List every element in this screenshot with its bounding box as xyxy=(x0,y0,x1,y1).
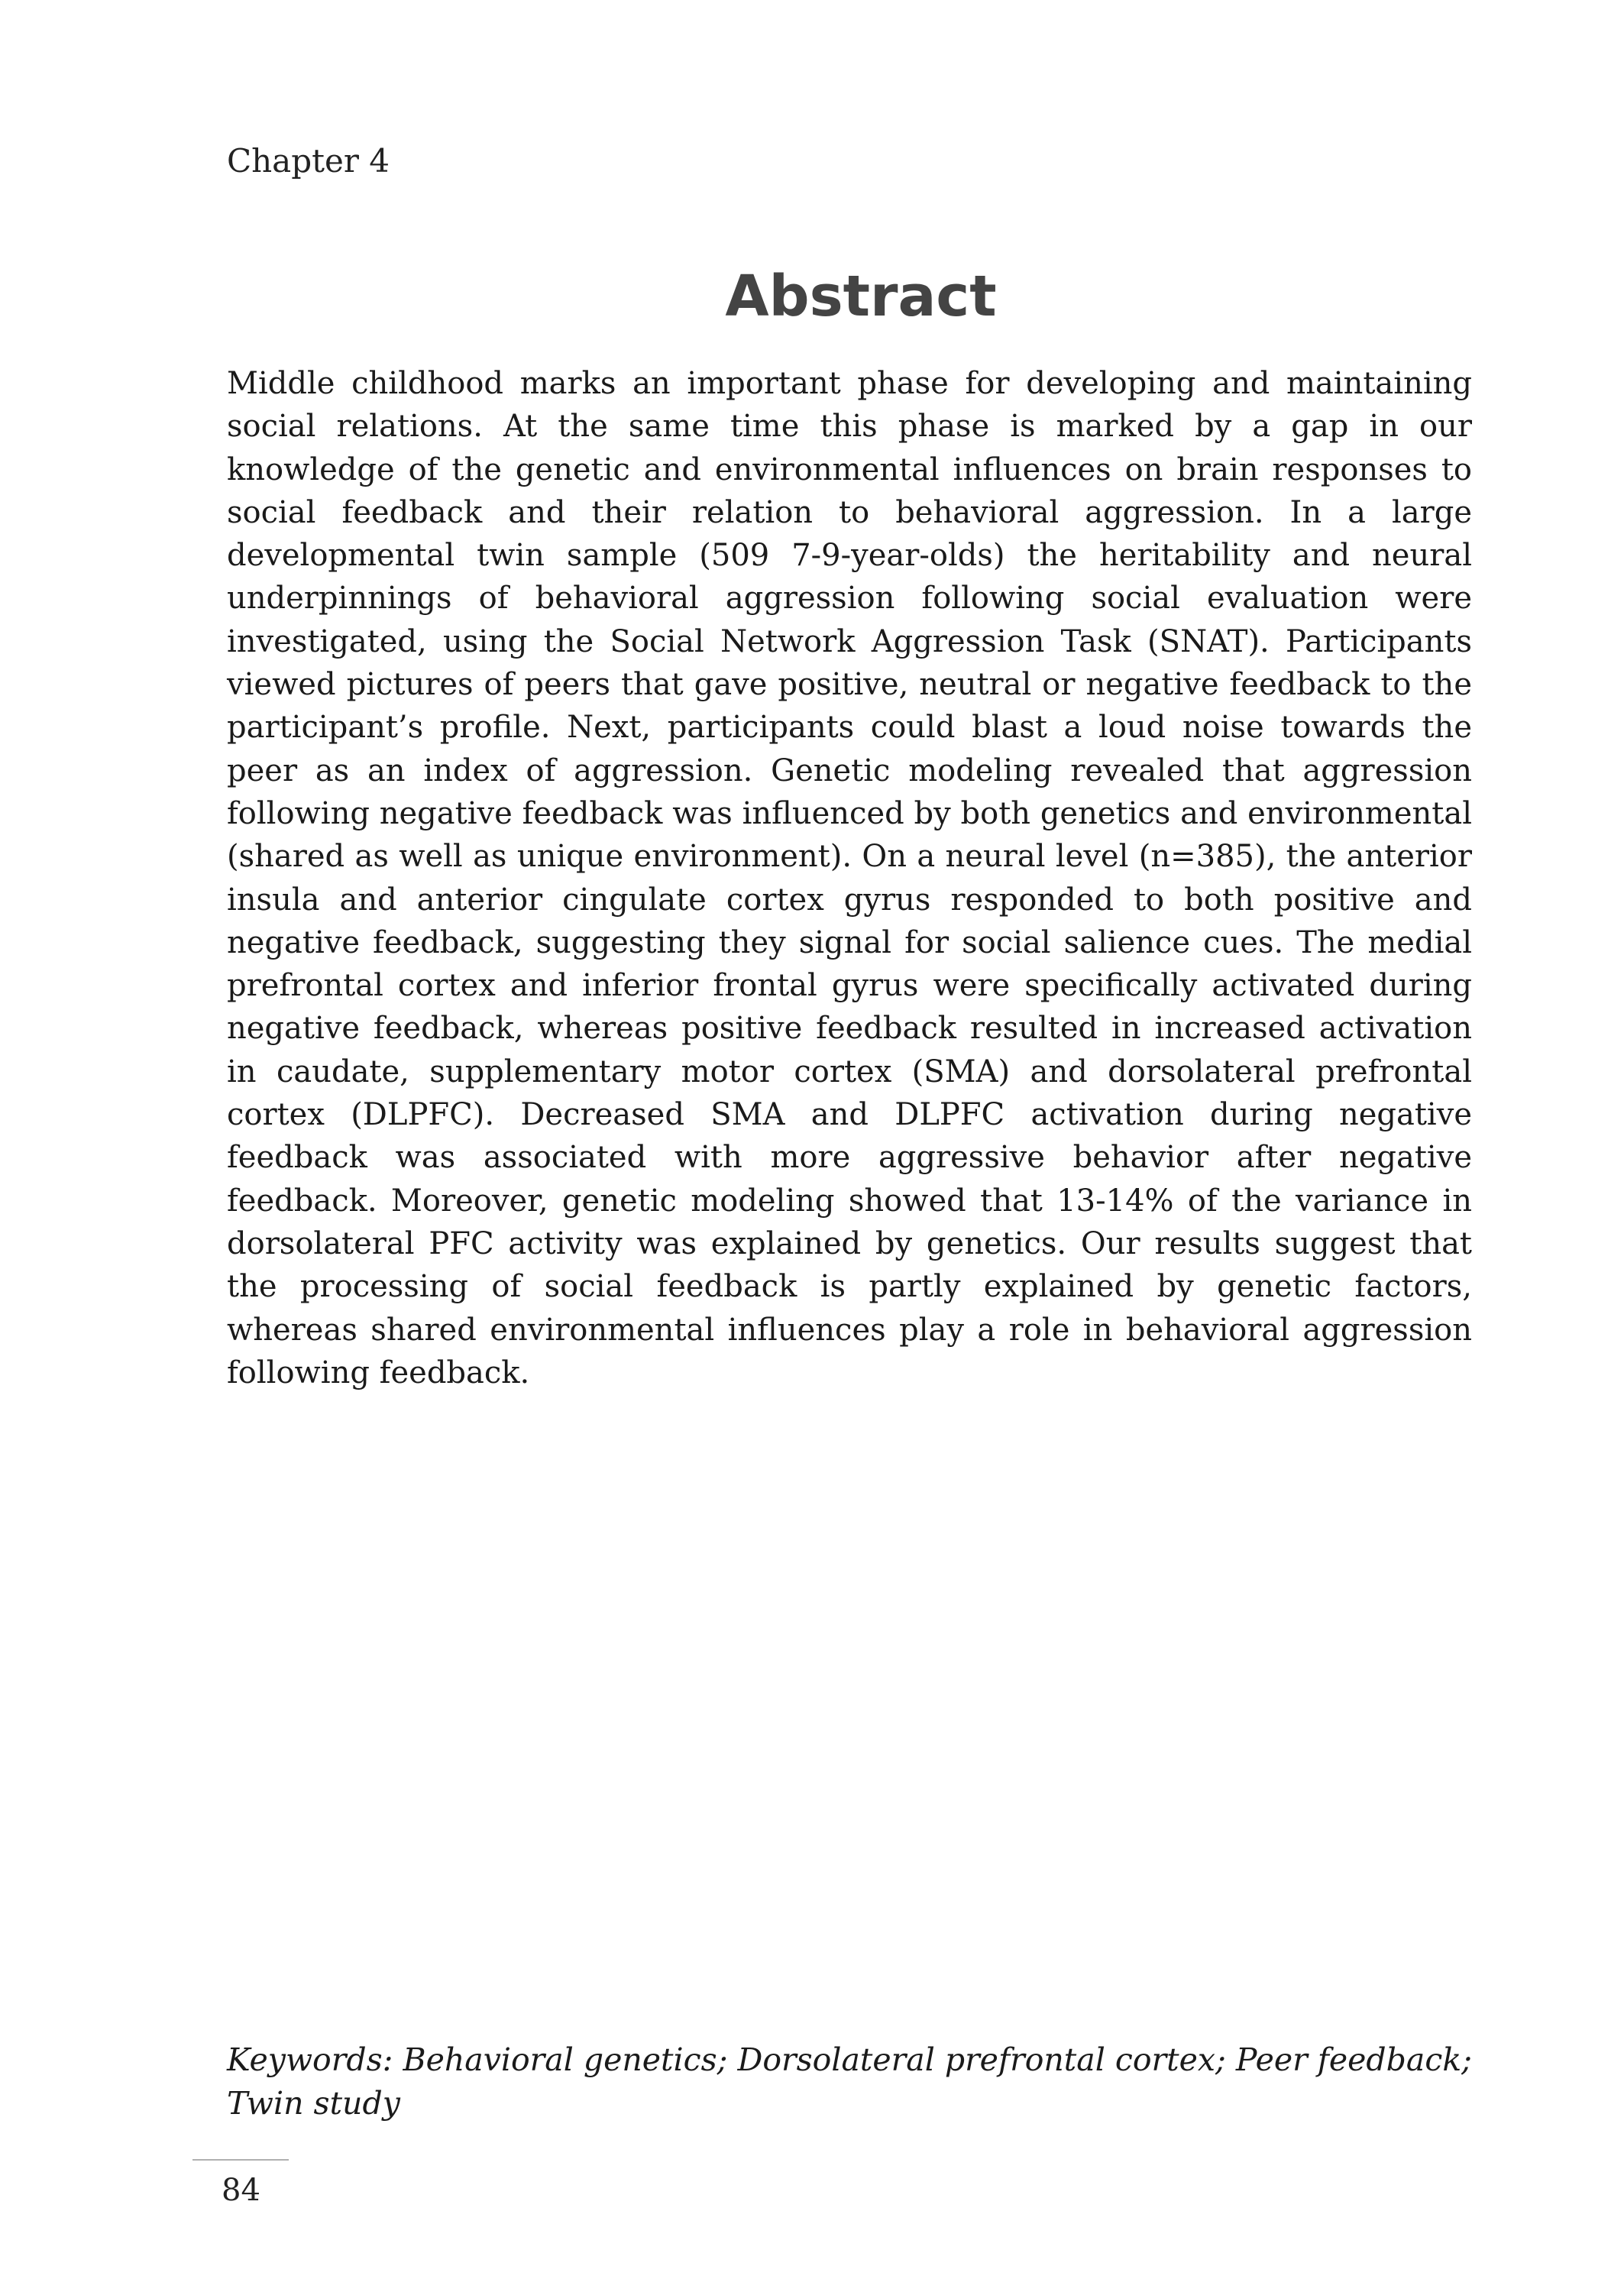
footer-divider xyxy=(192,2159,289,2161)
keywords-line: Keywords: Behavioral genetics; Dorsolateral prefrontal cortex; Peer feedback; Twin study xyxy=(227,2041,1472,2122)
running-head: Chapter 4 xyxy=(227,142,390,180)
section-title: Abstract xyxy=(725,264,997,329)
abstract-paragraph: Middle childhood marks an important phase for developing and maintaining social relations. At the same time this phase is marked by a gap in our knowledge of the genetic and environmental influences on brain responses to social feedback and their relation to behavioral aggression. In a large developmental twin sample (509 7-9-year-olds) the heritability and neural underpinnings of behavioral aggression following social evaluation were investigated, using the Social Network Aggression Task (SNAT). Participants viewed pictures of peers that gave positive, neutral or negative feedback to the participant’s profile. Next, participants could blast a loud noise towards the peer as an index of aggression. Genetic modeling revealed that aggression following negative feedback was influenced by both genetics and environmental (shared as well as unique environment). On a neural level (n=385), the anterior insula and anterior cingulate cortex gyrus responded to both positive and negative feedback, suggesting they signal for social salience cues. The medial prefrontal cortex and inferior frontal gyrus were specifically activated during negative feedback, whereas positive feedback resulted in increased activation in caudate, supplementary motor cortex (SMA) and dorsolateral prefrontal cortex (DLPFC). Decreased SMA and DLPFC activation during negative feedback was associated with more aggressive behavior after negative feedback. Moreover, genetic modeling showed that 13-14% of the variance in dorsolateral PFC activity was explained by genetics. Our results suggest that the processing of social feedback is partly explained by genetic factors, whereas shared environmental influences play a role in behavioral aggression following feedback. xyxy=(227,366,1472,1390)
page-number: 84 xyxy=(222,2173,260,2208)
